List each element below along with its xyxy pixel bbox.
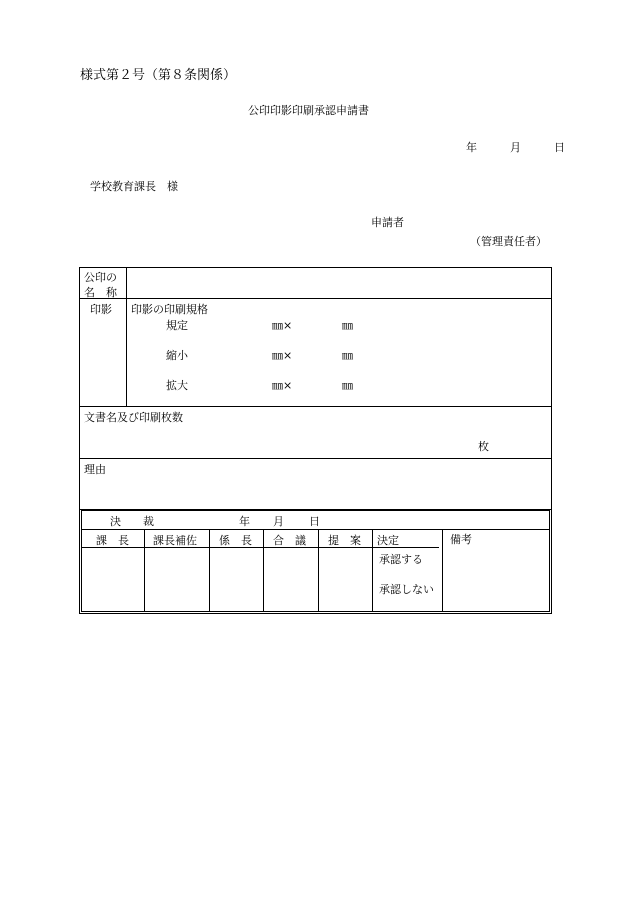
manager-label: （管理責任者）	[470, 235, 547, 248]
decision-month-label: 月	[273, 515, 284, 528]
date-day-label: 日	[554, 141, 565, 154]
form-number: 様式第２号（第８条関係）	[80, 68, 237, 83]
column-subsection-chief: 係 長	[219, 534, 252, 547]
seal-name-label-line2: 名 称	[84, 286, 117, 299]
column-assistant-chief: 課長補佐	[153, 534, 197, 547]
addressee: 学校教育課長 様	[90, 180, 178, 193]
column-section-chief: 課 長	[96, 534, 129, 547]
date-month-label: 月	[510, 141, 521, 154]
spec-regular-unit1: ㎜×	[272, 319, 293, 332]
decision-year-label: 年	[239, 515, 250, 528]
reason-label: 理由	[84, 463, 106, 476]
option-disapprove[interactable]: 承認しない	[379, 583, 434, 596]
column-consultation: 合 議	[273, 534, 306, 547]
spec-reduced-label: 縮小	[166, 349, 188, 362]
option-approve[interactable]: 承認する	[379, 553, 423, 566]
spec-regular-unit2: ㎜	[342, 319, 353, 332]
impression-label: 印影	[90, 303, 112, 316]
document-name-label: 文書名及び印刷枚数	[84, 411, 183, 424]
remarks-label: 備考	[450, 533, 472, 546]
seal-name-field[interactable]	[130, 269, 548, 297]
spec-enlarged-unit1: ㎜×	[272, 379, 293, 392]
sheets-unit: 枚	[478, 440, 489, 453]
approval-box	[81, 510, 550, 612]
decision-header: 決 裁	[110, 515, 154, 528]
application-form-table	[79, 267, 552, 614]
applicant-label: 申請者	[371, 216, 404, 229]
decision-day-label: 日	[309, 515, 320, 528]
spec-enlarged-unit2: ㎜	[342, 379, 353, 392]
impression-spec-label: 印影の印刷規格	[131, 303, 208, 316]
spec-reduced-unit2: ㎜	[342, 349, 353, 362]
seal-name-label-line1: 公印の	[84, 271, 117, 284]
column-proposal: 提 案	[328, 534, 361, 547]
document-title: 公印印影印刷承認申請書	[248, 104, 369, 117]
application-date	[466, 139, 565, 155]
spec-reduced-unit1: ㎜×	[272, 349, 293, 362]
spec-regular-label: 規定	[166, 319, 188, 332]
column-decision: 決定	[377, 534, 399, 547]
date-year-label: 年	[466, 141, 477, 154]
spec-enlarged-label: 拡大	[166, 379, 188, 392]
